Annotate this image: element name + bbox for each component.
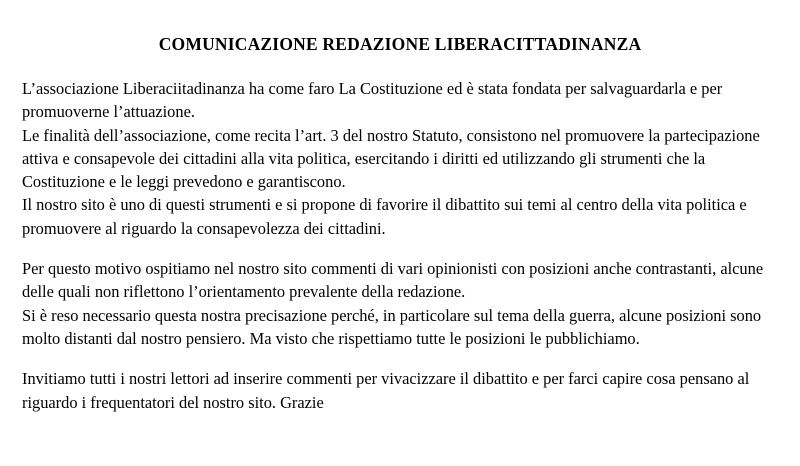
- paragraph: Per questo motivo ospitiamo nel nostro sito commenti di vari opinionisti con posizioni anche contrastanti, alcune delle quali non riflettono l’orientamento prevalente della redazione.: [22, 259, 764, 302]
- paragraph: L’associazione Liberaciitadinanza ha come faro La Costituzione ed è stata fondata per salvaguardarla e per promuoverne l’attuazione.: [22, 79, 723, 122]
- document-body-part-1: [22, 77, 778, 240]
- paragraph: Il nostro sito è uno di questi strumenti e si propone di favorire il dibattito sui temi al centro della vita politica e promuovere al riguardo la consapevolezza dei cittadini.: [22, 195, 747, 238]
- paragraph: Invitiamo tutti i nostri lettori ad inserire commenti per vivacizzare il dibattito e per farci capire cosa pensano al riguardo i frequentatori del nostro sito. Grazie: [22, 369, 750, 412]
- document-body-part-2: [22, 257, 778, 350]
- paragraph: Le finalità dell’associazione, come recita l’art. 3 del nostro Statuto, consistono nel promuovere la partecipazione attiva e consapevole dei cittadini alla vita politica, esercitando i diritti ed utilizzando gli strumenti che la Costituzione e le leggi prevedono e garantiscono.: [22, 125, 760, 192]
- document-body-part-3: [22, 367, 778, 414]
- paragraph-spacer: [22, 240, 778, 257]
- paragraph-spacer: [22, 350, 778, 367]
- page-title: COMUNICAZIONE REDAZIONE LIBERACITTADINANZA: [158, 34, 642, 54]
- paragraph: Si è reso necessario questa nostra precisazione perché, in particolare sul tema della guerra, alcune posizioni sono molto distanti dal nostro pensiero. Ma visto che rispettiamo tutte le posizioni le pubblichiamo.: [22, 305, 762, 348]
